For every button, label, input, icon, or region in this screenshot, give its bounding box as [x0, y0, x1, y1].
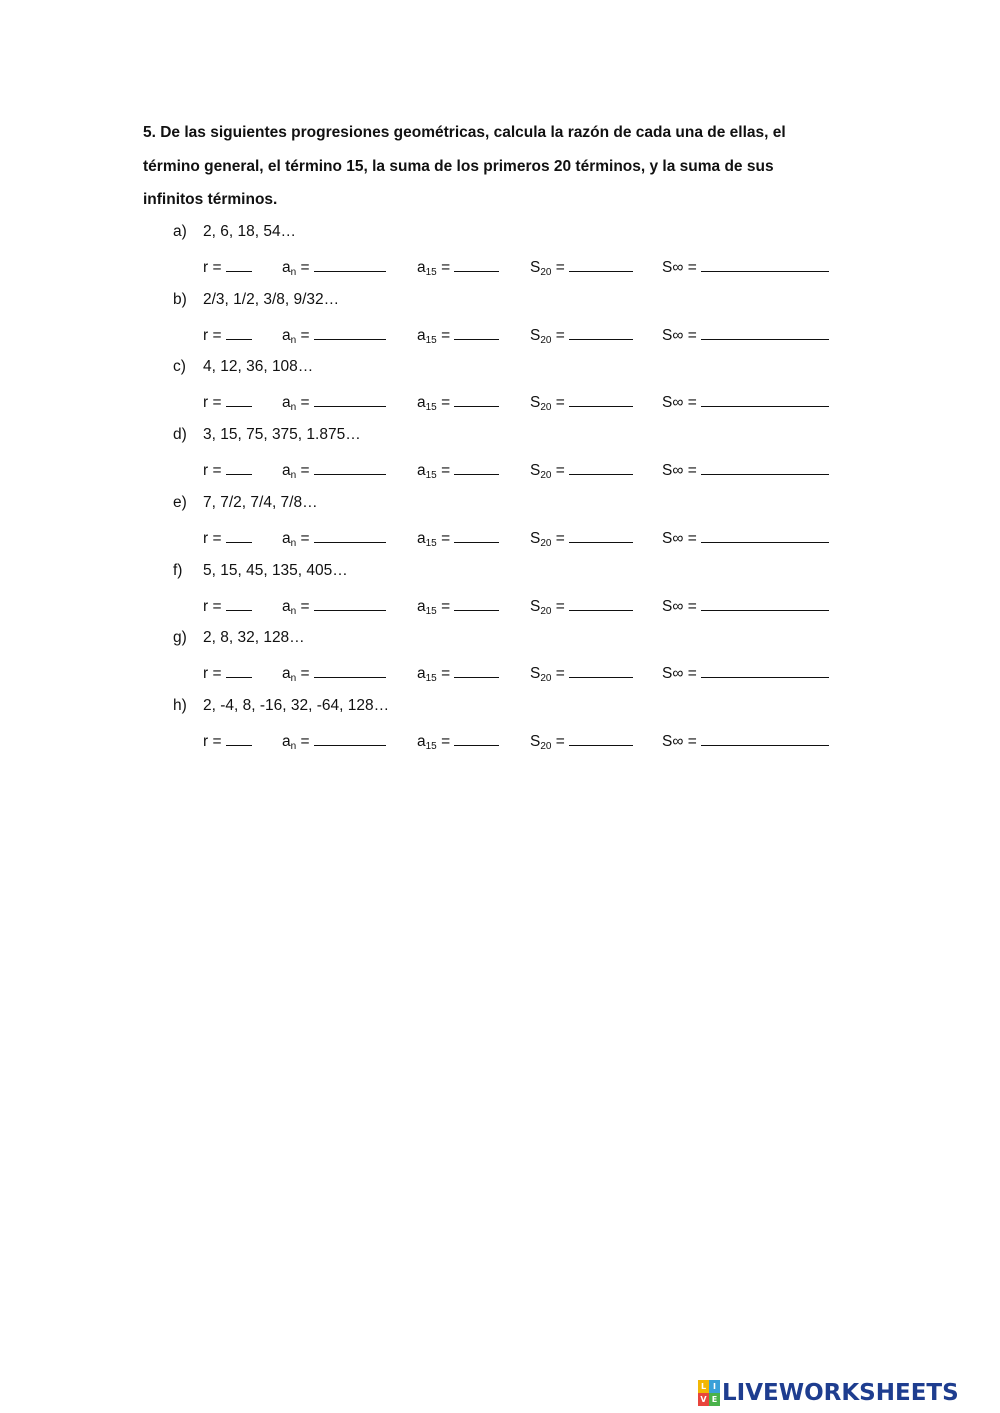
ratio-label: r =: [203, 665, 222, 682]
infinite-sum-label: S∞ =: [662, 598, 697, 615]
problem-sequence: 7, 7/2, 7/4, 7/8…: [203, 494, 318, 511]
answer-row: [0, 390, 1000, 414]
term-15-blank[interactable]: [454, 526, 499, 543]
sum-20-blank[interactable]: [569, 458, 633, 475]
sum-20-field: [530, 661, 633, 690]
term-15-blank[interactable]: [454, 458, 499, 475]
sum-20-label: S: [530, 530, 541, 547]
infinite-sum-field: [662, 458, 829, 482]
sum-20-field: [530, 323, 633, 352]
infinite-sum-field: [662, 661, 829, 685]
ratio-blank[interactable]: [226, 526, 252, 543]
general-term-label: a: [282, 733, 291, 750]
general-term-field: [282, 661, 386, 690]
equals-sign: =: [300, 462, 310, 479]
general-term-subscript: n: [290, 470, 297, 481]
ratio-blank[interactable]: [226, 390, 252, 407]
infinite-sum-field: [662, 594, 829, 618]
term-15-blank[interactable]: [454, 323, 499, 340]
infinite-sum-blank[interactable]: [701, 255, 829, 272]
term-15-field: [417, 594, 499, 623]
equals-sign: =: [300, 665, 310, 682]
infinite-sum-blank[interactable]: [701, 729, 829, 746]
term-15-label: a: [417, 327, 426, 344]
sum-20-blank[interactable]: [569, 323, 633, 340]
term-15-blank[interactable]: [454, 661, 499, 678]
logo-tile-i: I: [709, 1380, 720, 1393]
infinite-sum-label: S∞ =: [662, 462, 697, 479]
ratio-label: r =: [203, 394, 222, 411]
sum-20-subscript: 20: [540, 267, 552, 278]
general-term-blank[interactable]: [314, 729, 386, 746]
infinite-sum-blank[interactable]: [701, 594, 829, 611]
equals-sign: =: [555, 462, 565, 479]
general-term-label: a: [282, 327, 291, 344]
infinite-sum-field: [662, 390, 829, 414]
equals-sign: =: [441, 530, 451, 547]
general-term-subscript: n: [290, 267, 297, 278]
problem-letter: f): [173, 562, 183, 579]
equals-sign: =: [555, 733, 565, 750]
equals-sign: =: [300, 394, 310, 411]
sum-20-subscript: 20: [540, 335, 552, 346]
term-15-blank[interactable]: [454, 255, 499, 272]
ratio-label: r =: [203, 530, 222, 547]
sum-20-blank[interactable]: [569, 594, 633, 611]
problem-sequence: 2/3, 1/2, 3/8, 9/32…: [203, 291, 340, 308]
term-15-label: a: [417, 665, 426, 682]
problem-sequence: 5, 15, 45, 135, 405…: [203, 562, 348, 579]
sum-20-subscript: 20: [540, 538, 552, 549]
term-15-field: [417, 323, 499, 352]
ratio-field: [203, 255, 252, 279]
infinite-sum-label: S∞ =: [662, 733, 697, 750]
general-term-field: [282, 255, 386, 284]
general-term-blank[interactable]: [314, 390, 386, 407]
infinite-sum-label: S∞ =: [662, 394, 697, 411]
term-15-subscript: 15: [425, 267, 437, 278]
infinite-sum-field: [662, 323, 829, 347]
problem-letter: c): [173, 358, 186, 375]
instructions-line-3: infinitos términos.: [143, 191, 278, 208]
general-term-label: a: [282, 530, 291, 547]
ratio-label: r =: [203, 327, 222, 344]
ratio-blank[interactable]: [226, 661, 252, 678]
answer-row: [0, 323, 1000, 347]
ratio-field: [203, 390, 252, 414]
infinite-sum-field: [662, 729, 829, 753]
term-15-field: [417, 390, 499, 419]
liveworksheets-wordmark: LIVEWORKSHEETS: [722, 1380, 959, 1406]
ratio-blank[interactable]: [226, 458, 252, 475]
infinite-sum-blank[interactable]: [701, 661, 829, 678]
term-15-label: a: [417, 259, 426, 276]
ratio-label: r =: [203, 598, 222, 615]
ratio-field: [203, 526, 252, 550]
term-15-subscript: 15: [425, 335, 437, 346]
sum-20-blank[interactable]: [569, 729, 633, 746]
equals-sign: =: [300, 259, 310, 276]
term-15-blank[interactable]: [454, 390, 499, 407]
general-term-label: a: [282, 394, 291, 411]
problem-g: [0, 627, 1000, 695]
sum-20-label: S: [530, 598, 541, 615]
equals-sign: =: [441, 733, 451, 750]
equals-sign: =: [555, 394, 565, 411]
term-15-field: [417, 458, 499, 487]
general-term-subscript: n: [290, 402, 297, 413]
ratio-field: [203, 458, 252, 482]
general-term-label: a: [282, 259, 291, 276]
equals-sign: =: [555, 259, 565, 276]
ratio-label: r =: [203, 259, 222, 276]
term-15-blank[interactable]: [454, 729, 499, 746]
problem-letter: e): [173, 494, 187, 511]
answer-row: [0, 729, 1000, 753]
equals-sign: =: [300, 327, 310, 344]
problem-d: [0, 424, 1000, 492]
sum-20-label: S: [530, 665, 541, 682]
general-term-field: [282, 729, 386, 758]
sum-20-label: S: [530, 462, 541, 479]
term-15-subscript: 15: [425, 673, 437, 684]
problem-sequence: 4, 12, 36, 108…: [203, 358, 314, 375]
equals-sign: =: [441, 394, 451, 411]
problem-sequence: 2, -4, 8, -16, 32, -64, 128…: [203, 697, 390, 714]
general-term-blank[interactable]: [314, 255, 386, 272]
term-15-label: a: [417, 394, 426, 411]
equals-sign: =: [300, 598, 310, 615]
ratio-label: r =: [203, 462, 222, 479]
instructions-line-1: 5. De las siguientes progresiones geométricas, calcula la razón de cada una de ellas, el: [143, 124, 786, 141]
sum-20-subscript: 20: [540, 673, 552, 684]
problem-h: [0, 695, 1000, 763]
sum-20-field: [530, 729, 633, 758]
general-term-subscript: n: [290, 335, 297, 346]
answer-row: [0, 255, 1000, 279]
answer-row: [0, 458, 1000, 482]
equals-sign: =: [300, 530, 310, 547]
term-15-subscript: 15: [425, 402, 437, 413]
problem-letter: b): [173, 291, 187, 308]
equals-sign: =: [441, 598, 451, 615]
general-term-field: [282, 526, 386, 555]
term-15-blank[interactable]: [454, 594, 499, 611]
ratio-blank[interactable]: [226, 323, 252, 340]
general-term-subscript: n: [290, 606, 297, 617]
sum-20-label: S: [530, 394, 541, 411]
general-term-label: a: [282, 665, 291, 682]
problem-e: [0, 492, 1000, 560]
general-term-subscript: n: [290, 741, 297, 752]
general-term-blank[interactable]: [314, 526, 386, 543]
general-term-blank[interactable]: [314, 458, 386, 475]
logo-tile-v: V: [698, 1393, 709, 1406]
infinite-sum-label: S∞ =: [662, 530, 697, 547]
sum-20-label: S: [530, 327, 541, 344]
equals-sign: =: [441, 327, 451, 344]
infinite-sum-field: [662, 255, 829, 279]
equals-sign: =: [300, 733, 310, 750]
problem-sequence: 2, 8, 32, 128…: [203, 629, 305, 646]
general-term-blank[interactable]: [314, 594, 386, 611]
liveworksheets-logo-icon: [698, 1380, 720, 1406]
term-15-field: [417, 526, 499, 555]
sum-20-subscript: 20: [540, 470, 552, 481]
problem-letter: d): [173, 426, 187, 443]
ratio-field: [203, 729, 252, 753]
logo-tile-e: E: [709, 1393, 720, 1406]
general-term-subscript: n: [290, 538, 297, 549]
logo-tile-l: L: [698, 1380, 709, 1393]
problem-sequence: 2, 6, 18, 54…: [203, 223, 297, 240]
infinite-sum-blank[interactable]: [701, 458, 829, 475]
equals-sign: =: [441, 462, 451, 479]
term-15-field: [417, 729, 499, 758]
problem-letter: g): [173, 629, 187, 646]
infinite-sum-blank[interactable]: [701, 323, 829, 340]
problem-f: [0, 560, 1000, 628]
equals-sign: =: [555, 327, 565, 344]
term-15-subscript: 15: [425, 538, 437, 549]
term-15-label: a: [417, 462, 426, 479]
problem-c: [0, 356, 1000, 424]
sum-20-blank[interactable]: [569, 526, 633, 543]
term-15-field: [417, 255, 499, 284]
term-15-label: a: [417, 733, 426, 750]
equals-sign: =: [555, 530, 565, 547]
answer-row: [0, 661, 1000, 685]
ratio-blank[interactable]: [226, 255, 252, 272]
general-term-subscript: n: [290, 673, 297, 684]
sum-20-label: S: [530, 733, 541, 750]
general-term-blank[interactable]: [314, 661, 386, 678]
general-term-blank[interactable]: [314, 323, 386, 340]
ratio-field: [203, 323, 252, 347]
equals-sign: =: [555, 665, 565, 682]
sum-20-field: [530, 390, 633, 419]
sum-20-blank[interactable]: [569, 390, 633, 407]
sum-20-blank[interactable]: [569, 661, 633, 678]
infinite-sum-field: [662, 526, 829, 550]
infinite-sum-label: S∞ =: [662, 259, 697, 276]
problem-a: [0, 221, 1000, 289]
sum-20-subscript: 20: [540, 402, 552, 413]
general-term-label: a: [282, 462, 291, 479]
sum-20-label: S: [530, 259, 541, 276]
sum-20-field: [530, 458, 633, 487]
instructions-line-2: término general, el término 15, la suma de los primeros 20 términos, y la suma de sus: [143, 157, 774, 175]
term-15-subscript: 15: [425, 606, 437, 617]
sum-20-blank[interactable]: [569, 255, 633, 272]
general-term-label: a: [282, 598, 291, 615]
ratio-blank[interactable]: [226, 594, 252, 611]
term-15-label: a: [417, 530, 426, 547]
answer-row: [0, 526, 1000, 550]
infinite-sum-label: S∞ =: [662, 665, 697, 682]
general-term-field: [282, 323, 386, 352]
term-15-subscript: 15: [425, 470, 437, 481]
term-15-subscript: 15: [425, 741, 437, 752]
ratio-field: [203, 594, 252, 618]
infinite-sum-label: S∞ =: [662, 327, 697, 344]
equals-sign: =: [555, 598, 565, 615]
equals-sign: =: [441, 259, 451, 276]
problem-b: [0, 289, 1000, 357]
sum-20-subscript: 20: [540, 606, 552, 617]
term-15-field: [417, 661, 499, 690]
problem-letter: a): [173, 223, 187, 240]
exercise-instructions: [143, 116, 833, 217]
sum-20-field: [530, 526, 633, 555]
answer-row: [0, 594, 1000, 618]
general-term-field: [282, 390, 386, 419]
ratio-field: [203, 661, 252, 685]
ratio-label: r =: [203, 733, 222, 750]
sum-20-field: [530, 594, 633, 623]
general-term-field: [282, 594, 386, 623]
equals-sign: =: [441, 665, 451, 682]
ratio-blank[interactable]: [226, 729, 252, 746]
sum-20-field: [530, 255, 633, 284]
term-15-label: a: [417, 598, 426, 615]
problem-letter: h): [173, 697, 187, 714]
infinite-sum-blank[interactable]: [701, 390, 829, 407]
liveworksheets-logo: [698, 1378, 959, 1408]
infinite-sum-blank[interactable]: [701, 526, 829, 543]
problem-sequence: 3, 15, 75, 375, 1.875…: [203, 426, 361, 443]
general-term-field: [282, 458, 386, 487]
sum-20-subscript: 20: [540, 741, 552, 752]
